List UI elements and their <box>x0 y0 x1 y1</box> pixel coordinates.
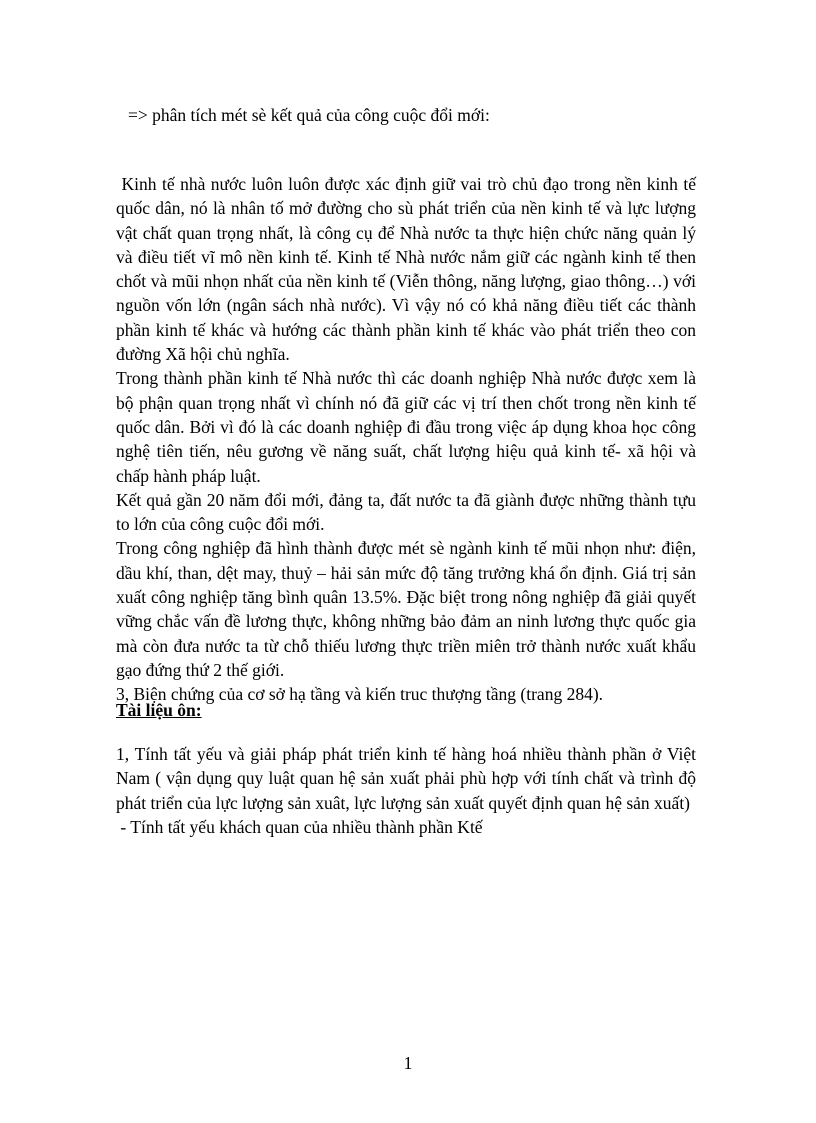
bullet-line: - Tính tất yếu khách quan của nhiều thành phần Ktế <box>116 816 483 837</box>
page-number: 1 <box>403 1053 413 1073</box>
paragraph-industry-agriculture: Trong công nghiệp đã hình thành được mét sè ngành kinh tế mũi nhọn như: điện, dầu khí, than, dệt may, thuỷ – hải sản mức độ tăng trưởng khá ổn định. Giá trị sản xuất công nghiệp tăng bình quân 13.5%. Đặc biệt trong nông nghiệp đã giải quyết vững chắc vấn đề lương thực, không những bảo đảm an ninh lương thực quốc gia mà còn đưa nước ta từ chỗ thiếu lương thực triền miên trở thành nước xuất khẩu gạo đứng thứ 2 thế giới. <box>116 538 696 680</box>
review-heading: Tài liệu ôn: <box>116 700 202 720</box>
intro-line: => phân tích mét sè kết quả của công cuộc đổi mới: <box>128 105 490 125</box>
review-paragraph: 1, Tính tất yếu và giải pháp phát triển kinh tế hàng hoá nhiều thành phần ở Việt Nam ( vận dụng quy luật quan hệ sản xuất phải phù hợp với tính chất và trình độ phát triển của lực lượng sản xuât, lực lượng sản xuất quyết định quan hệ sản xuất) <box>116 744 696 813</box>
paragraph-state-enterprises: Trong thành phần kinh tế Nhà nước thì các doanh nghiệp Nhà nước được xem là bộ phận quan trọng nhất vì chính nó đã giữ các vị trí then chốt trong nền kinh tế quốc dân. Bởi vì đó là các doanh nghiệp đi đầu trong việc áp dụng khoa học công nghệ tiên tiến, nêu gương về năng suất, chất lượng hiệu quả kinh tế- xã hội và chấp hành pháp luật. <box>116 368 696 486</box>
paragraph-state-economy: Kinh tế nhà nước luôn luôn được xác định giữ vai trò chủ đạo trong nền kinh tế quốc dân, nó là nhân tố mở đường cho sù phát triển của nền kinh tế và lực lượng vật chất quan trọng nhất, là công cụ để Nhà nước ta thực hiện chức năng quản lý và điều tiết vĩ mô nền kinh tế. Kinh tế Nhà nước nắm giữ các ngành kinh tế then chốt và mũi nhọn nhất của nền kinh tế (Viễn thông, năng lượng, giao thông…) với nguồn vốn lớn (ngân sách nhà nước). Vì vậy nó có khả năng điều tiết các thành phần kinh tế khác và hướng các thành phần kinh tế khác vào phát triển theo con đường Xã hội chủ nghĩa. <box>116 174 701 365</box>
body-text <box>116 172 701 707</box>
review-text <box>116 742 696 839</box>
paragraph-reform-results: Kết quả gần 20 năm đổi mới, đảng ta, đất nước ta đã giành được những thành tựu to lớn của công cuộc đổi mới. <box>116 489 696 535</box>
paragraph-dialectics: 3, Biện chứng của cơ sở hạ tầng và kiến truc thượng tầng (trang 284). <box>116 684 604 705</box>
